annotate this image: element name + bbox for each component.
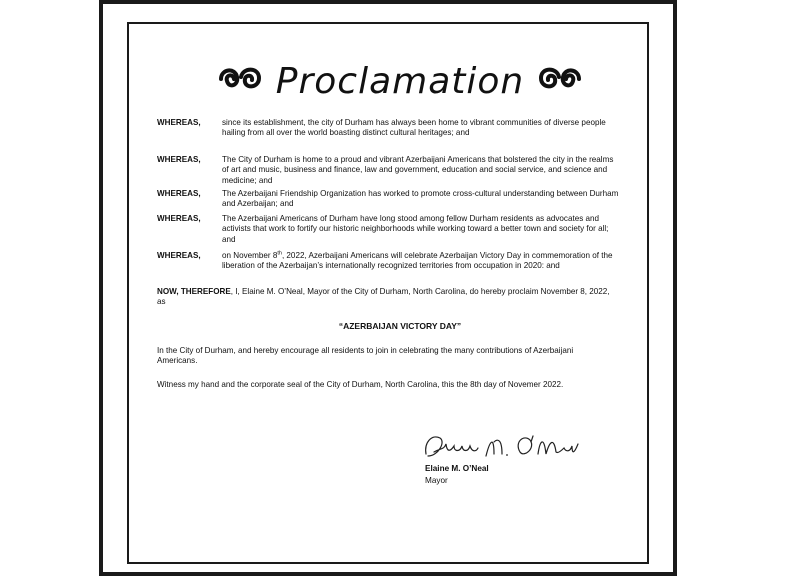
whereas-text: The Azerbaijani Americans of Durham have long stood among fellow Durham residents as advocates and activists that work to fortify our historic neighborhoods while working toward a better town and society for all; and	[222, 214, 609, 244]
left-ornament-icon	[217, 59, 263, 105]
proclamation-title	[0, 58, 800, 105]
whereas-label: WHEREAS,	[157, 118, 201, 127]
therefore-paragraph	[157, 287, 619, 308]
proclaimed-day: “AZERBAIJAN VICTORY DAY”	[338, 321, 462, 331]
whereas-text: The Azerbaijani Friendship Organization has worked to promote cross-cultural understanding between Durham and Azerbaijan; and	[222, 189, 619, 209]
whereas-label: WHEREAS,	[157, 155, 201, 164]
signer-name: Elaine M. O’Neal	[425, 464, 489, 473]
whereas-text: The City of Durham is home to a proud and vibrant Azerbaijani Americans that bolstered the city in the realms of art and music, business and finance, law and government, education and social service, and science and medicine; and	[222, 155, 614, 185]
whereas-text: on November 8th, 2022, Azerbaijani Americans will celebrate Azerbaijan Victory Day in commemoration of the liberation of the Azerbaijan’s internationally recognized territories from occupation in 2020: and	[222, 250, 613, 271]
whereas-label: WHEREAS,	[157, 189, 201, 198]
whereas-label: WHEREAS,	[157, 214, 201, 223]
signer-title: Mayor	[425, 476, 448, 485]
witness-paragraph: Witness my hand and the corporate seal of the City of Durham, North Carolina, this the 8th day of Novemer 2022.	[157, 380, 564, 389]
title-text: Proclamation	[275, 61, 525, 102]
whereas-label: WHEREAS,	[157, 251, 201, 260]
encourage-paragraph: In the City of Durham, and hereby encourage all residents to join in celebrating the many contributions of Azerbaijani Americans.	[157, 346, 574, 366]
whereas-text: since its establishment, the city of Durham has always been home to vibrant communities of diverse people hailing from all over the world boasting distinct cultural heritages; and	[222, 118, 606, 138]
right-ornament-icon	[537, 59, 583, 105]
therefore-bold: NOW, THEREFORE	[157, 287, 231, 296]
therefore-text: , I, Elaine M. O’Neal, Mayor of the City of Durham, North Carolina, do hereby proclaim November 8, 2022, as	[157, 287, 610, 307]
